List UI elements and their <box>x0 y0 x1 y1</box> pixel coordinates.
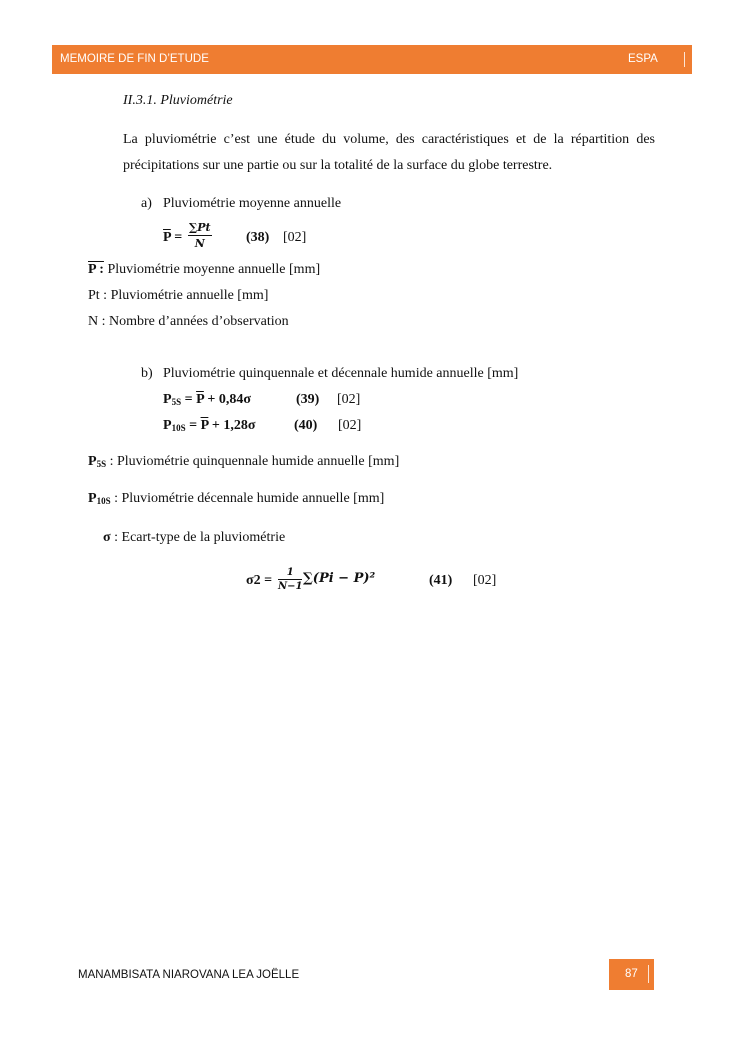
eq40-ref: [02] <box>338 418 362 433</box>
eq41-numerator: 1 <box>278 567 302 580</box>
eq39-number: (39) <box>296 392 320 407</box>
item-a-label: Pluviométrie moyenne annuelle <box>163 196 342 211</box>
eq41-number: (41) <box>429 573 453 588</box>
eq38-denominator: N <box>194 237 205 250</box>
def-p-mean: P : Pluviométrie moyenne annuelle [mm] <box>88 262 321 277</box>
page-number-box <box>609 959 654 990</box>
header-title: MEMOIRE DE FIN D’ETUDE <box>60 53 209 65</box>
page-number: 87 <box>625 968 638 980</box>
eq38-numerator: ∑Pt <box>189 221 211 234</box>
header-school: ESPA <box>628 53 658 65</box>
item-b-marker: b) <box>141 366 153 381</box>
page-number-divider <box>648 965 649 983</box>
eq41-lhs: σ2 = <box>246 573 273 588</box>
def-sigma: σ : Ecart-type de la pluviométrie <box>103 530 286 545</box>
page-header <box>52 45 692 74</box>
item-a-marker: a) <box>141 196 152 211</box>
eq41-ref: [02] <box>473 573 497 588</box>
eq41-fraction <box>278 567 302 592</box>
intro-line-1: La pluviométrie c’est une étude du volume, des caractéristiques et de la répartition des <box>123 132 655 147</box>
eq38-lhs: $\overline{P}$ = <box>163 230 183 245</box>
def-p10s: $P_{10S}$ : Pluviométrie décennale humide annuelle [mm] <box>88 491 385 506</box>
intro-paragraph <box>123 127 655 179</box>
def-p5s: $P_{5S}$ : Pluviométrie quinquennale humide annuelle [mm] <box>88 454 400 469</box>
eq38-number: (38) <box>246 230 270 245</box>
eq38-fraction <box>188 221 212 250</box>
eq39-formula: $P_{5S} = \overline{P} + 0,84\sigma$ <box>163 392 251 407</box>
def-pt: Pt : Pluviométrie annuelle [mm] <box>88 288 269 303</box>
item-b-label: Pluviométrie quinquennale et décennale humide annuelle [mm] <box>163 366 519 381</box>
intro-line-2: précipitations sur une partie ou sur la totalité de la surface du globe terrestre. <box>123 158 553 173</box>
footer-author: MANAMBISATA NIAROVANA LEA JOËLLE <box>78 969 300 981</box>
eq40-number: (40) <box>294 418 318 433</box>
eq41-sum: ∑(Pi − P)² <box>303 571 376 586</box>
eq41-denominator: N−1 <box>278 581 303 592</box>
eq38-ref: [02] <box>283 230 307 245</box>
header-divider <box>684 52 685 67</box>
eq39-ref: [02] <box>337 392 361 407</box>
eq40-formula: $P_{10S} = \overline{P} + 1,28\sigma$ <box>163 418 256 433</box>
section-title: II.3.1. Pluviométrie <box>123 93 233 108</box>
def-n: N : Nombre d’années d’observation <box>88 314 289 329</box>
